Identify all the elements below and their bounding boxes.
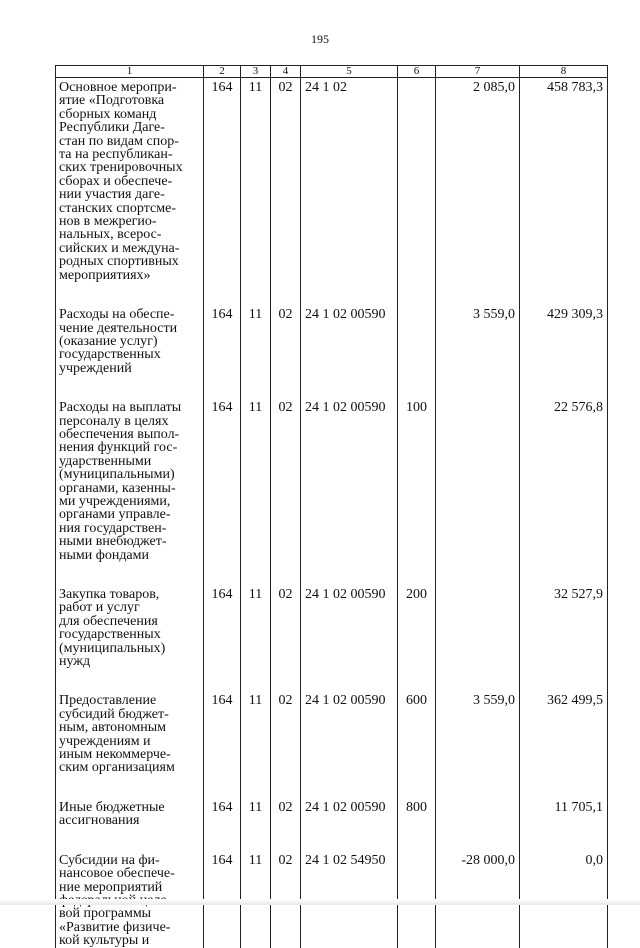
amount-total-cell: 362 499,5 [520, 688, 608, 794]
table-row [56, 688, 608, 794]
amount-change-cell: 3 559,0 [436, 302, 520, 395]
amount-total-cell: 11 705,1 [520, 795, 608, 848]
row-name-line: (оказание услуг) [59, 333, 158, 349]
row-name-line: Расходы на обеспе- [59, 307, 175, 323]
row-name-line: государственных [59, 347, 161, 363]
row-name-line: ными внебюджет- [59, 534, 167, 550]
column-header-5: 5 [301, 66, 398, 78]
row-name-line: сборных команд [59, 106, 157, 122]
row-name-cell [56, 302, 204, 395]
row-name-line: Расходы на выплаты [59, 400, 182, 416]
row-name-line: органами управле- [59, 507, 171, 523]
subsection-code-cell: 02 [271, 795, 301, 848]
amount-change-cell: 3 559,0 [436, 688, 520, 794]
row-name-line: ние мероприятий [59, 879, 163, 895]
subsection-code-cell: 02 [271, 302, 301, 395]
row-name-line: сборах и обеспече- [59, 173, 173, 189]
row-name-line: государственных [59, 627, 161, 643]
table-row [56, 78, 608, 303]
gr-code-cell: 164 [204, 848, 241, 948]
amount-total-cell: 32 527,9 [520, 582, 608, 688]
table-row [56, 795, 608, 848]
target-article-cell: 24 1 02 00590 [301, 302, 398, 395]
amount-total-cell: 22 576,8 [520, 395, 608, 582]
row-name-line: Республики Даге- [59, 120, 165, 136]
row-name-cell [56, 688, 204, 794]
row-name-line: (муниципальными) [59, 467, 175, 483]
table-row [56, 395, 608, 582]
expense-type-cell: 200 [398, 582, 436, 688]
amount-total-cell: 458 783,3 [520, 78, 608, 303]
row-name-line: иным некоммерче- [59, 747, 171, 763]
target-article-cell: 24 1 02 54950 [301, 848, 398, 948]
row-name-line: мероприятиях» [59, 267, 151, 283]
amount-change-cell [436, 795, 520, 848]
section-code-cell: 11 [241, 795, 271, 848]
target-article-cell: 24 1 02 00590 [301, 582, 398, 688]
expense-type-cell: 100 [398, 395, 436, 582]
scan-edge [0, 899, 640, 905]
row-name-line: ассигнования [59, 813, 140, 829]
column-header-8: 8 [520, 66, 608, 78]
gr-code-cell: 164 [204, 688, 241, 794]
section-code-cell: 11 [241, 688, 271, 794]
page-number: 195 [311, 32, 329, 46]
target-article-cell: 24 1 02 00590 [301, 688, 398, 794]
row-name-line: органами, казенны- [59, 480, 176, 496]
row-name-line: ятие «Подготовка [59, 93, 165, 109]
expense-type-cell: 800 [398, 795, 436, 848]
section-code-cell: 11 [241, 302, 271, 395]
amount-change-cell [436, 582, 520, 688]
row-name-line: чение деятельности [59, 320, 178, 336]
gr-code-cell: 164 [204, 78, 241, 303]
subsection-code-cell: 02 [271, 78, 301, 303]
column-header-7: 7 [436, 66, 520, 78]
column-header-4: 4 [271, 66, 301, 78]
row-name-line: Основное меропри- [59, 80, 177, 95]
section-code-cell: 11 [241, 848, 271, 948]
row-name-line: ным, автономным [59, 720, 167, 736]
row-name-line: кой культуры и [59, 933, 150, 948]
row-name-line: Предоставление [59, 693, 157, 709]
row-name-line: субсидий бюджет- [59, 706, 169, 722]
row-name-line: Закупка товаров, [59, 587, 160, 602]
expense-type-cell [398, 302, 436, 395]
column-header-2: 2 [204, 66, 241, 78]
row-name-cell [56, 582, 204, 688]
header-row [56, 66, 608, 78]
table-body [56, 78, 608, 948]
row-name-line: нов в межрегио- [59, 214, 157, 230]
row-name-line: вой программы [59, 906, 152, 922]
gr-code-cell: 164 [204, 395, 241, 582]
gr-code-cell: 164 [204, 795, 241, 848]
gr-code-cell: 164 [204, 302, 241, 395]
row-name-line: ния государствен- [59, 520, 167, 536]
row-name-line: стан по видам спор- [59, 133, 179, 149]
section-code-cell: 11 [241, 395, 271, 582]
target-article-cell: 24 1 02 00590 [301, 395, 398, 582]
row-name-line: для обеспечения [59, 613, 158, 629]
row-name-line: ским организациям [59, 760, 175, 776]
row-name-line: учреждений [59, 360, 132, 376]
target-article-cell: 24 1 02 [301, 78, 398, 303]
row-name-line: ми учреждениями, [59, 493, 171, 509]
row-name-cell [56, 395, 204, 582]
row-name-line: ударственными [59, 453, 152, 469]
table-row [56, 848, 608, 948]
row-name-line: родных спортивных [59, 254, 179, 270]
target-article-cell: 24 1 02 00590 [301, 795, 398, 848]
row-name-line: Субсидии на фи- [59, 852, 160, 868]
expense-type-cell: 600 [398, 688, 436, 794]
row-name-line: учреждениям и [59, 733, 151, 749]
row-name-line: «Развитие физиче- [59, 919, 171, 935]
expense-type-cell [398, 78, 436, 303]
row-name-line: станских спортсме- [59, 200, 176, 216]
row-name-cell [56, 848, 204, 948]
amount-total-cell: 0,0 [520, 848, 608, 948]
subsection-code-cell: 02 [271, 688, 301, 794]
subsection-code-cell: 02 [271, 395, 301, 582]
row-name-line: нансовое обеспече- [59, 866, 175, 882]
section-code-cell: 11 [241, 582, 271, 688]
row-name-line: нии участия даге- [59, 187, 165, 203]
column-header-3: 3 [241, 66, 271, 78]
section-code-cell: 11 [241, 78, 271, 303]
row-name-cell [56, 78, 204, 303]
amount-total-cell: 429 309,3 [520, 302, 608, 395]
gr-code-cell: 164 [204, 582, 241, 688]
column-header-6: 6 [398, 66, 436, 78]
table-row [56, 302, 608, 395]
amount-change-cell [436, 395, 520, 582]
amount-change-cell: 2 085,0 [436, 78, 520, 303]
row-name-line: та на республикан- [59, 147, 173, 163]
row-name-line: нальных, всерос- [59, 227, 162, 243]
row-name-line: (муниципальных) [59, 640, 166, 656]
subsection-code-cell: 02 [271, 582, 301, 688]
expense-type-cell [398, 848, 436, 948]
row-name-line: Иные бюджетные [59, 799, 165, 815]
row-name-line: ными фондами [59, 547, 150, 563]
row-name-line: нения функций гос- [59, 440, 178, 456]
budget-table [55, 65, 608, 948]
row-name-line: работ и услуг [59, 600, 140, 616]
row-name-line: обеспечения выпол- [59, 426, 180, 442]
table-row [56, 582, 608, 688]
row-name-line: персоналу в целях [59, 413, 169, 429]
amount-change-cell: -28 000,0 [436, 848, 520, 948]
column-header-1: 1 [56, 66, 204, 78]
budget-table-container [55, 65, 607, 948]
row-name-line: ских тренировочных [59, 160, 183, 176]
subsection-code-cell: 02 [271, 848, 301, 948]
row-name-line: нужд [59, 654, 91, 670]
row-name-line: сийских и междуна- [59, 240, 180, 256]
row-name-cell [56, 795, 204, 848]
